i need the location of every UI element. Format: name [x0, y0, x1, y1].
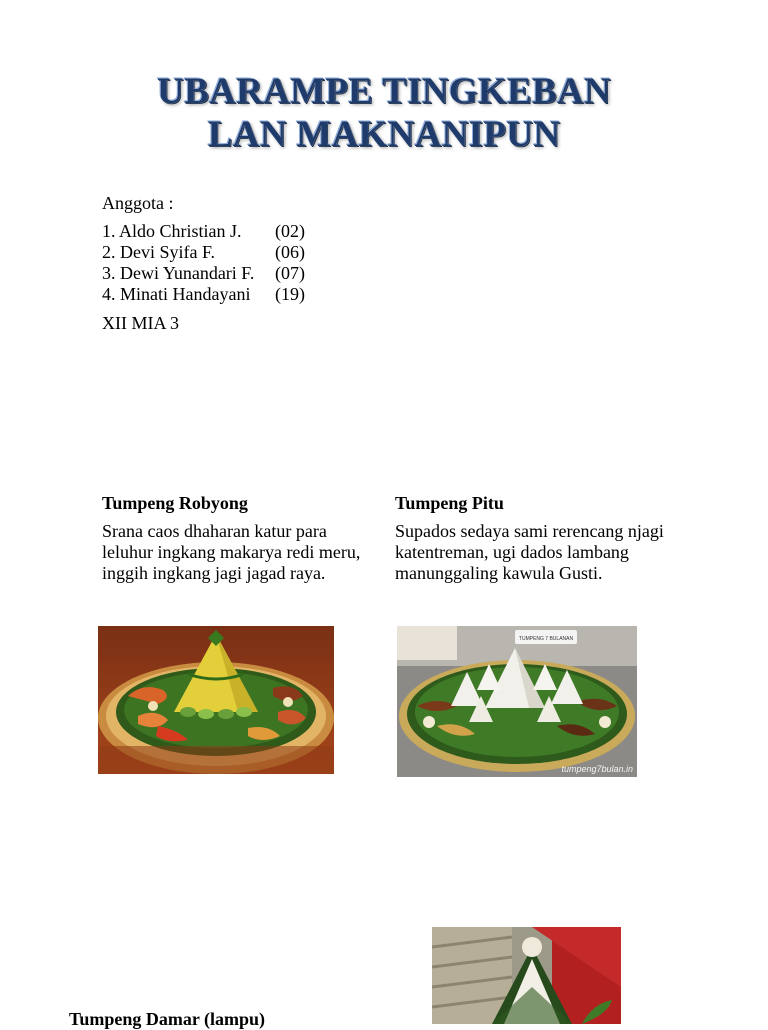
- section-heading-pitu: Tumpeng Pitu: [395, 493, 504, 513]
- tumpeng-robyong-photo: [98, 626, 334, 774]
- title-line-2: LAN MAKNANIPUN: [207, 114, 561, 155]
- member-number: (07): [275, 263, 305, 283]
- member-name: 2. Devi Syifa F.: [102, 242, 216, 262]
- photo-watermark: tumpeng7bulan.in: [561, 764, 633, 774]
- member-name: 3. Dewi Yunandari F.: [102, 263, 255, 283]
- tumpeng-pitu-photo: [397, 626, 637, 777]
- member-row: [102, 284, 305, 305]
- section-heading-damar: Tumpeng Damar (lampu): [69, 1009, 266, 1029]
- member-name: 1. Aldo Christian J.: [102, 221, 242, 241]
- tumpeng-damar-photo: [432, 927, 621, 1024]
- member-name: 4. Minati Handayani: [102, 284, 251, 304]
- tumpeng-sign-text: TUMPENG 7 BULANAN: [518, 636, 574, 642]
- section-heading-robyong: Tumpeng Robyong: [102, 493, 248, 513]
- member-number: (06): [275, 242, 305, 262]
- members-heading: Anggota :: [102, 193, 174, 213]
- member-number: (02): [275, 221, 305, 241]
- member-number: (19): [275, 284, 305, 304]
- title-line-1: UBARAMPE TINGKEBAN: [157, 71, 611, 112]
- member-row: [102, 221, 305, 242]
- member-row: [102, 242, 305, 263]
- page-title: [0, 70, 768, 156]
- member-block: [102, 193, 305, 334]
- class-label: XII MIA 3: [102, 313, 179, 333]
- section-text-pitu: Supados sedaya sami rerencang njagi katentreman, ugi dados lambang manunggaling kawula Gusti.: [395, 521, 664, 583]
- section-text-robyong: Srana caos dhaharan katur para leluhur ingkang makarya redi meru, inggih ingkang jagi jagad raya.: [102, 521, 361, 583]
- member-row: [102, 263, 305, 284]
